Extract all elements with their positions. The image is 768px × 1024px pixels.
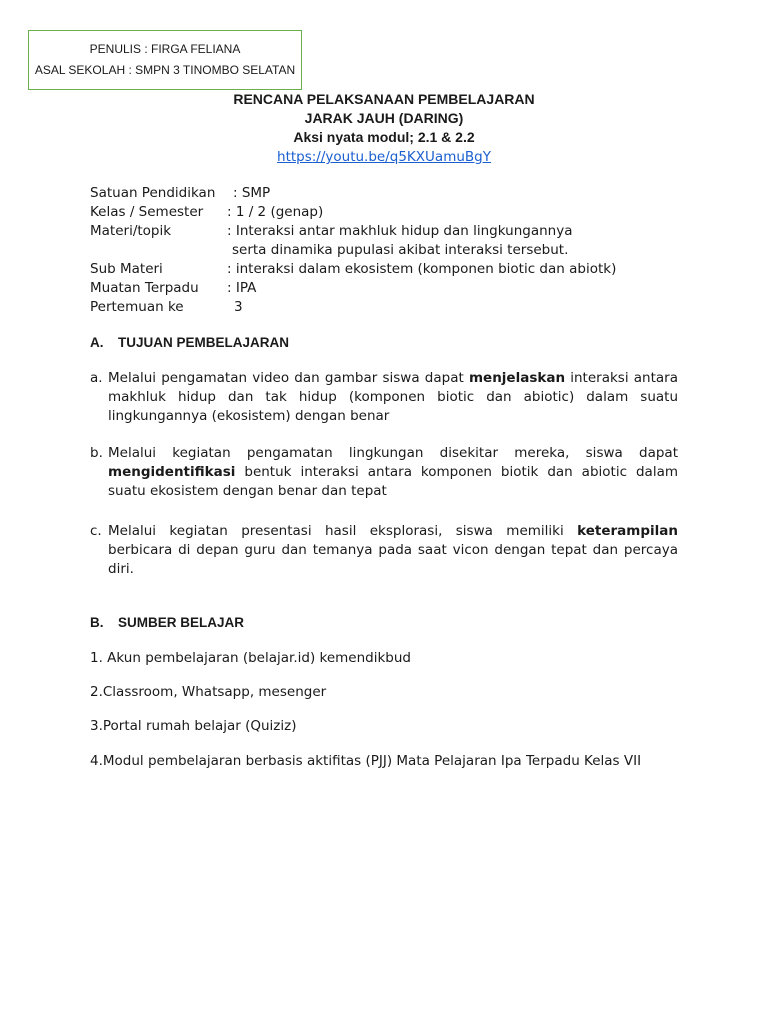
title-line-2: JARAK JAUH (DARING) <box>304 110 464 126</box>
info-value: 3 <box>234 299 243 315</box>
info-value: : Interaksi antar makhluk hidup dan lingkungannya <box>227 223 573 239</box>
objective-a <box>90 369 678 426</box>
text-run: Melalui kegiatan pengamatan lingkungan disekitar mereka, siswa dapat <box>108 445 678 461</box>
info-label: Satuan Pendidikan <box>90 185 216 201</box>
bold-keyword: mengidentifikasi <box>108 464 236 480</box>
source-item-4: 4.Modul pembelajaran berbasis aktifitas (PJJ) Mata Pelajaran Ipa Terpadu Kelas VII <box>90 753 642 769</box>
objective-text <box>108 522 678 579</box>
text-run: bentuk interaksi antara komponen biotik dan abiotic dalam suatu ekosistem dengan benar dan tepat <box>108 464 678 499</box>
info-label: Pertemuan ke <box>90 299 184 315</box>
text-run: berbicara di depan guru dan temanya pada saat vicon dengan tepat dan percaya diri. <box>108 542 678 577</box>
info-value: : SMP <box>233 185 271 201</box>
info-value: : 1 / 2 (genap) <box>227 204 324 220</box>
list-marker: b. <box>90 445 103 461</box>
author-school: ASAL SEKOLAH : SMPN 3 TINOMBO SELATAN <box>34 63 296 77</box>
info-value: : interaksi dalam ekosistem (komponen biotic dan abiotk) <box>227 261 617 277</box>
section-letter: A. <box>90 335 104 350</box>
objective-c <box>90 522 678 579</box>
list-marker: c. <box>90 523 102 539</box>
info-label: Materi/topik <box>90 223 172 239</box>
objective-text <box>108 369 678 426</box>
section-b-heading <box>90 615 244 630</box>
info-label: Muatan Terpadu <box>90 280 199 296</box>
source-item-3: 3.Portal rumah belajar (Quiziz) <box>90 718 297 734</box>
author-name: PENULIS : FIRGA FELIANA <box>89 42 241 56</box>
bold-keyword: menjelaskan <box>468 370 566 386</box>
objective-b <box>90 444 678 501</box>
info-value: : IPA <box>227 280 257 296</box>
title-line-3: Aksi nyata modul; 2.1 & 2.2 <box>293 129 475 145</box>
source-item-2: 2.Classroom, Whatsapp, mesenger <box>90 684 327 700</box>
text-run: Melalui pengamatan video dan gambar siswa dapat <box>108 370 469 386</box>
bold-keyword: keterampilan <box>577 523 678 539</box>
info-value: serta dinamika pupulasi akibat interaksi tersebut. <box>232 242 569 258</box>
title-line-1: RENCANA PELAKSANAAN PEMBELAJARAN <box>233 91 535 107</box>
document-title <box>0 90 768 167</box>
text-run: Melalui kegiatan presentasi hasil eksplorasi, siswa memiliki <box>108 523 578 539</box>
source-item-1: 1. Akun pembelajaran (belajar.id) kemendikbud <box>90 650 411 666</box>
youtube-link[interactable]: https://youtu.be/q5KXUamuBgY <box>277 149 491 165</box>
section-a-heading <box>90 335 289 350</box>
objective-text <box>108 444 678 501</box>
list-marker: a. <box>90 370 103 386</box>
section-title: SUMBER BELAJAR <box>118 615 245 630</box>
info-label: Kelas / Semester <box>90 204 204 220</box>
section-title: TUJUAN PEMBELAJARAN <box>118 335 290 350</box>
section-letter: B. <box>90 615 104 630</box>
info-label: Sub Materi <box>90 261 163 277</box>
text-run: interaksi antara makhluk hidup dan tak hidup (komponen biotic dan abiotic) dalam suatu lingkungannya (ekosistem) dengan benar <box>108 370 678 424</box>
author-box <box>28 30 302 90</box>
